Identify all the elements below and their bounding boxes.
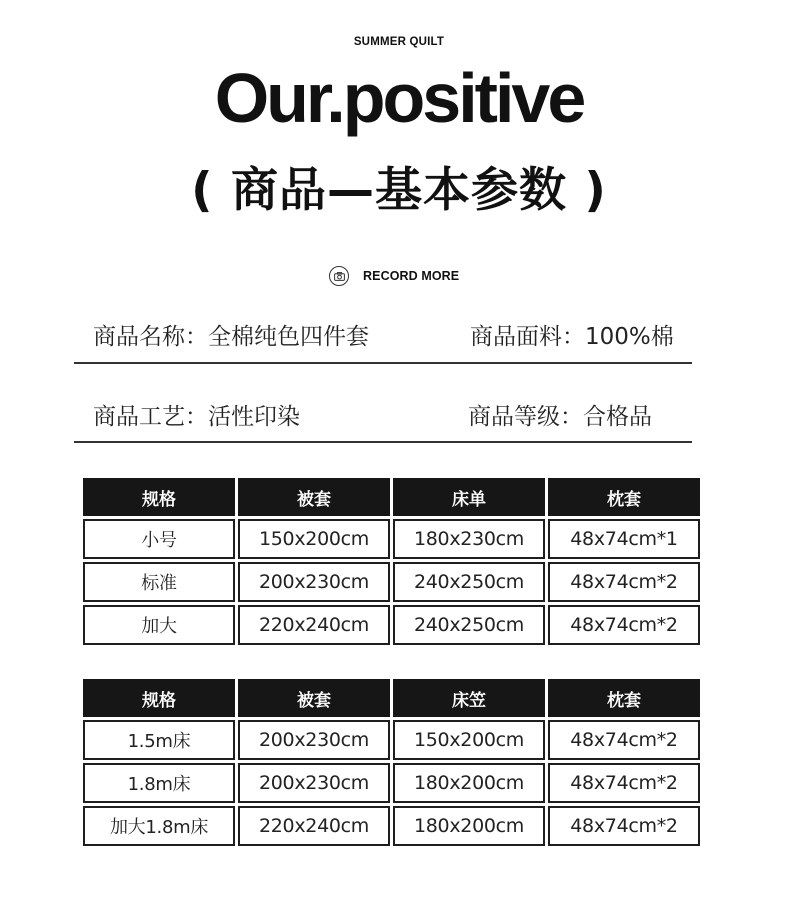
table-row bbox=[83, 562, 700, 602]
section-subtitle: SUMMER QUILT bbox=[353, 36, 445, 48]
table-cell: 200x230cm bbox=[238, 562, 390, 602]
table-header-row bbox=[83, 478, 700, 516]
table-row bbox=[83, 720, 700, 760]
column-header: 枕套 bbox=[548, 478, 700, 516]
table-row bbox=[83, 763, 700, 803]
table-cell: 48x74cm*2 bbox=[548, 605, 700, 645]
size-cell: 加大1.8m床 bbox=[83, 806, 235, 846]
table-cell: 200x230cm bbox=[238, 720, 390, 760]
record-more-link[interactable] bbox=[329, 264, 459, 288]
table-cell: 48x74cm*2 bbox=[548, 763, 700, 803]
column-header: 规格 bbox=[83, 478, 235, 516]
table-cell: 220x240cm bbox=[238, 605, 390, 645]
product-grade: 商品等级：合格品 bbox=[468, 404, 652, 430]
page-title: Our.positive bbox=[214, 59, 584, 137]
table-cell: 150x200cm bbox=[238, 519, 390, 559]
column-header: 被套 bbox=[238, 679, 390, 717]
info-divider bbox=[74, 362, 692, 364]
column-header: 床笠 bbox=[393, 679, 545, 717]
column-header: 枕套 bbox=[548, 679, 700, 717]
size-cell: 加大 bbox=[83, 605, 235, 645]
table-row bbox=[83, 605, 700, 645]
record-more-label: RECORD MORE bbox=[363, 269, 460, 283]
table-cell: 48x74cm*1 bbox=[548, 519, 700, 559]
product-craft: 商品工艺：活性印染 bbox=[93, 404, 300, 430]
table-cell: 200x230cm bbox=[238, 763, 390, 803]
table-cell: 150x200cm bbox=[393, 720, 545, 760]
size-cell: 小号 bbox=[83, 519, 235, 559]
table-header-row bbox=[83, 679, 700, 717]
column-header: 规格 bbox=[83, 679, 235, 717]
size-cell: 1.8m床 bbox=[83, 763, 235, 803]
table-cell: 220x240cm bbox=[238, 806, 390, 846]
spec-table-fitted-sheet bbox=[80, 676, 703, 849]
table-row bbox=[83, 806, 700, 846]
table-cell: 48x74cm*2 bbox=[548, 720, 700, 760]
info-divider bbox=[74, 441, 692, 443]
table-row bbox=[83, 519, 700, 559]
table-cell: 180x200cm bbox=[393, 806, 545, 846]
product-name: 商品名称：全棉纯色四件套 bbox=[93, 324, 369, 350]
column-header: 被套 bbox=[238, 478, 390, 516]
table-cell: 240x250cm bbox=[393, 605, 545, 645]
section-heading: ( 商品—基本参数 ) bbox=[191, 163, 607, 218]
column-header: 床单 bbox=[393, 478, 545, 516]
size-cell: 1.5m床 bbox=[83, 720, 235, 760]
table-cell: 180x200cm bbox=[393, 763, 545, 803]
table-cell: 240x250cm bbox=[393, 562, 545, 602]
spec-table-sheet bbox=[80, 475, 703, 648]
size-cell: 标准 bbox=[83, 562, 235, 602]
product-fabric: 商品面料：100%棉 bbox=[470, 324, 674, 350]
table-cell: 48x74cm*2 bbox=[548, 562, 700, 602]
table-cell: 180x230cm bbox=[393, 519, 545, 559]
table-cell: 48x74cm*2 bbox=[548, 806, 700, 846]
camera-icon bbox=[329, 266, 349, 286]
